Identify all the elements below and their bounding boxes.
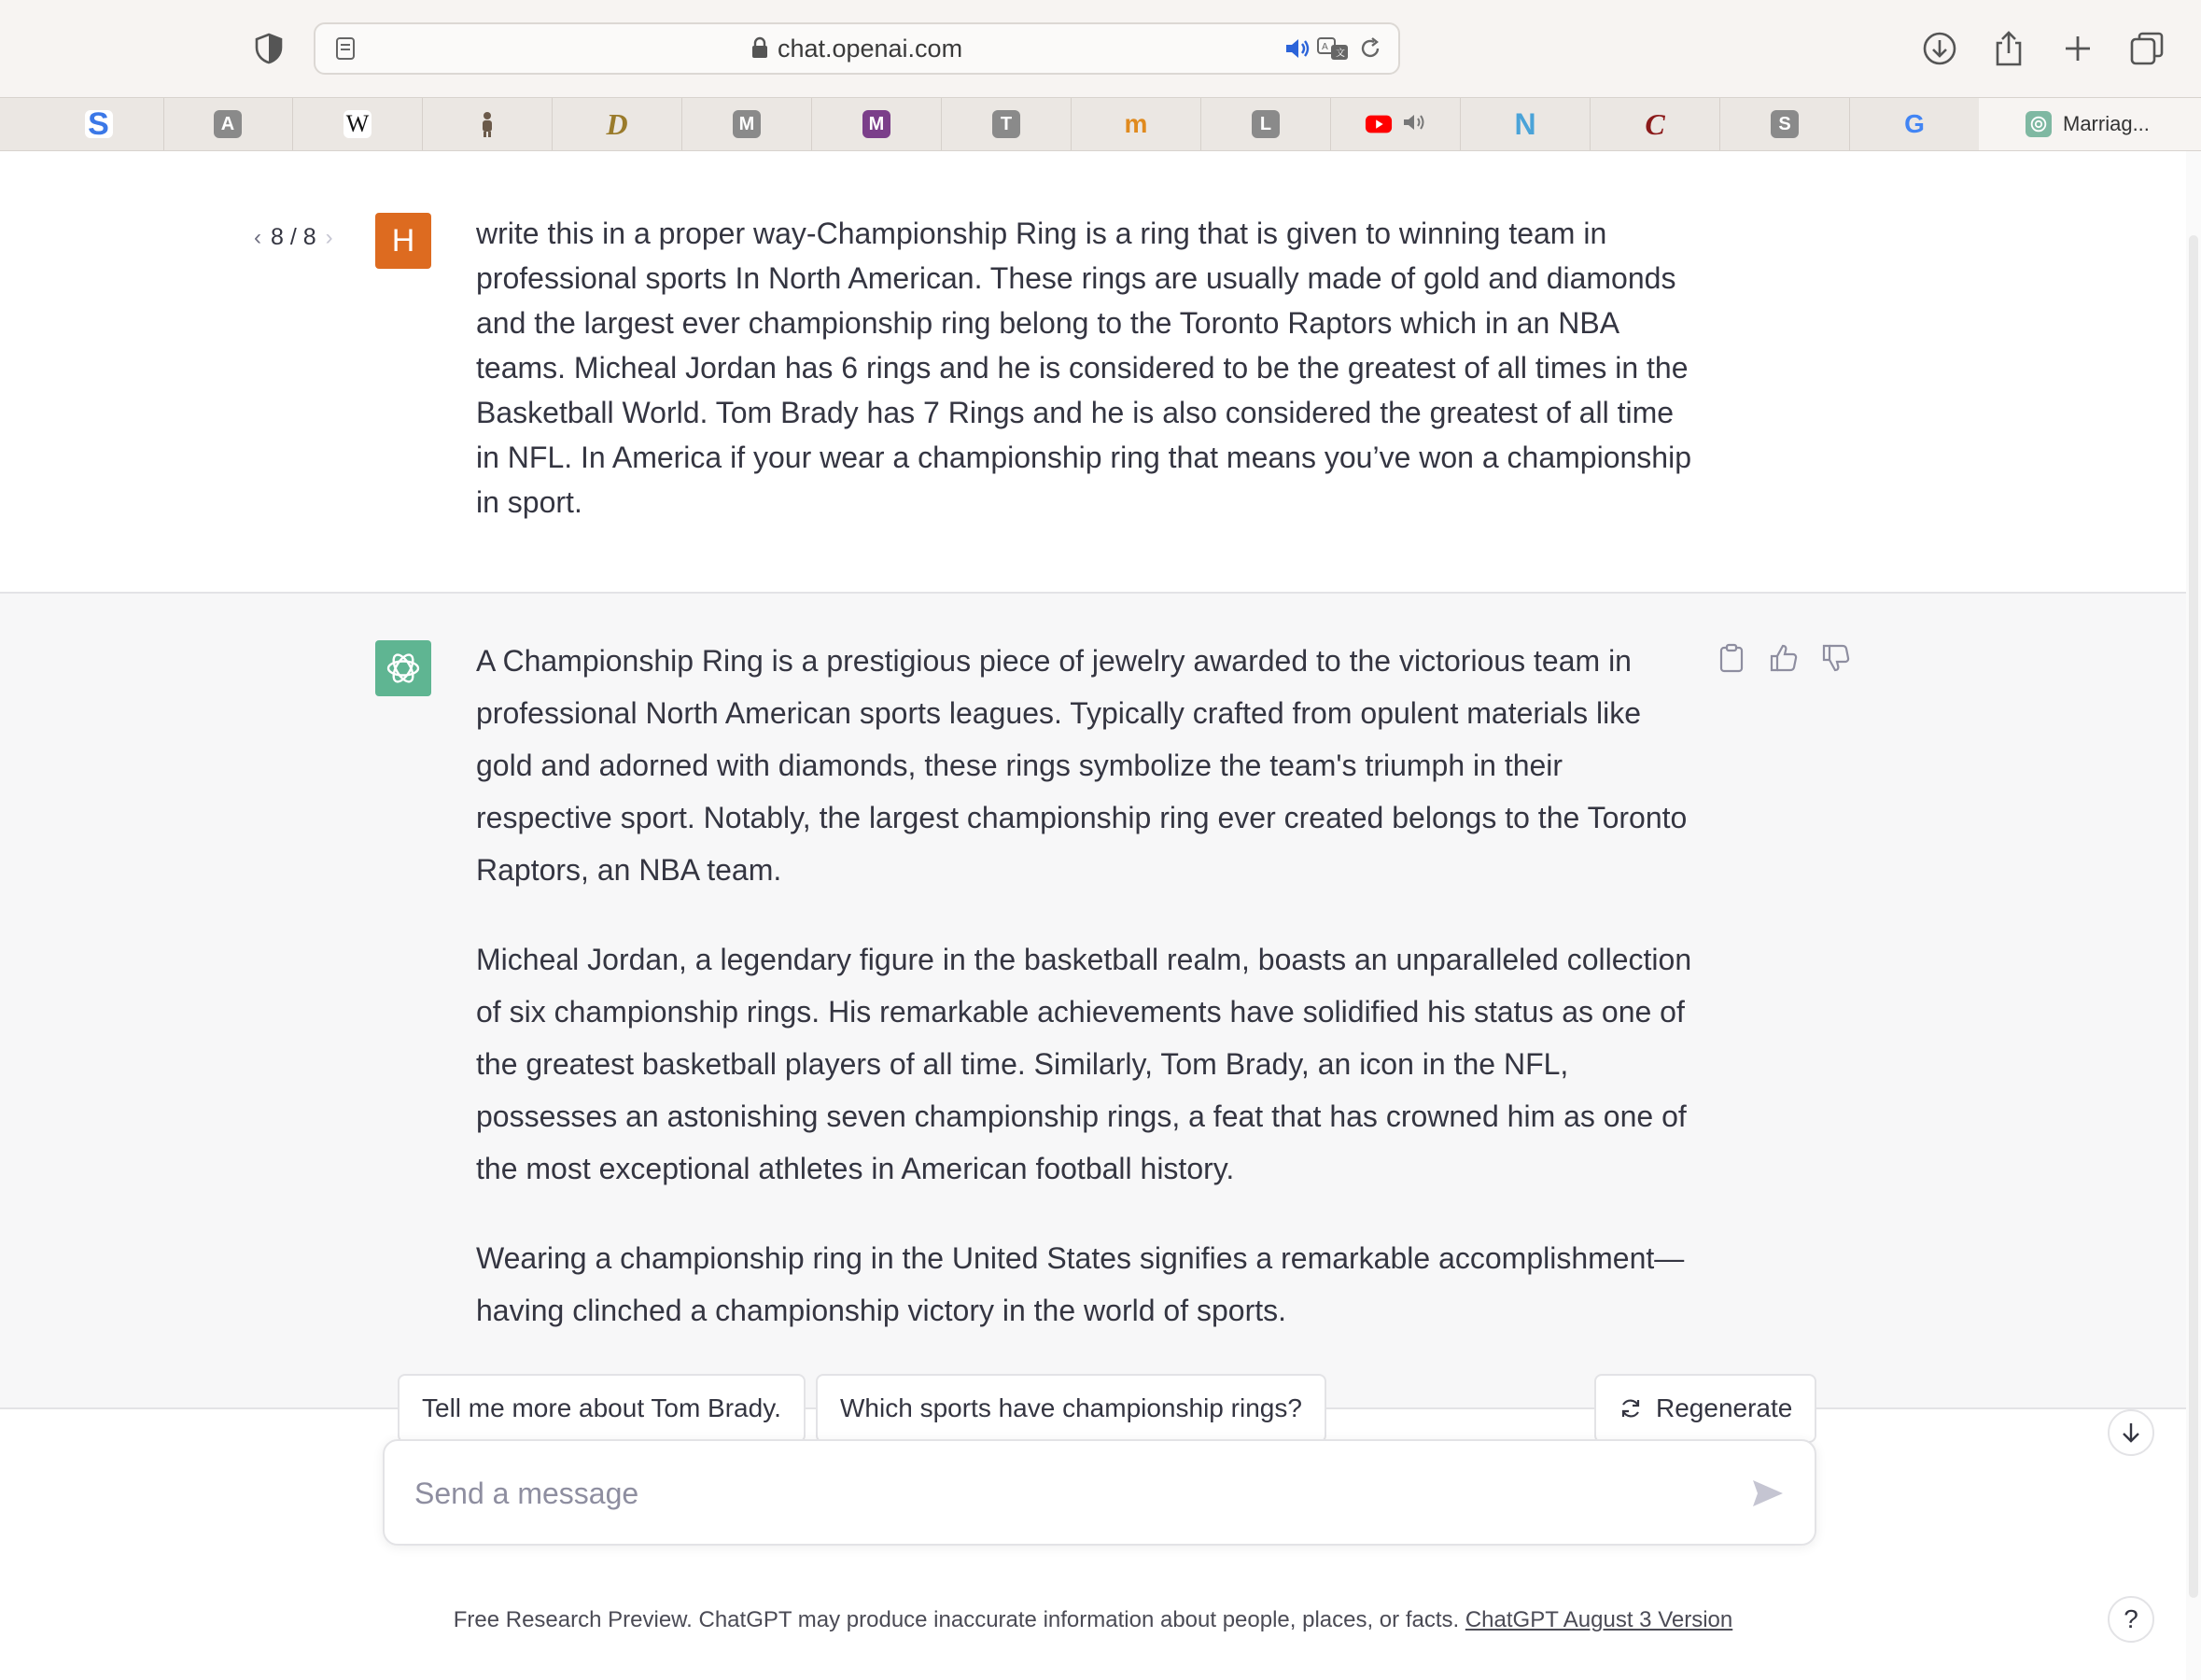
tab-t-favicon-icon: T bbox=[992, 110, 1020, 138]
share-icon[interactable] bbox=[1984, 24, 2033, 73]
svg-text:文: 文 bbox=[1336, 49, 1345, 59]
suggestion-button-1[interactable]: Tell me more about Tom Brady. bbox=[398, 1374, 806, 1443]
assistant-message-row bbox=[0, 594, 2186, 1409]
tab-youtube[interactable] bbox=[1331, 98, 1461, 150]
user-message-text: write this in a proper way-Championship Ring is a ring that is given to winning team in professional sports In North American. These rings are usually made of gold and diamonds and the largest ever championship ring belong to the Toronto Raptors which in an NBA teams. Micheal Jordan has 6 rings and he is considered to be the greatest of all times in the Basketball World. Tom Brady has 7 Rings and he is also considered the greatest of all time in NFL. In America if your wear a championship ring that means you’ve won a championship in sport. bbox=[476, 217, 1691, 519]
translate-icon[interactable] bbox=[1316, 32, 1350, 65]
version-link[interactable]: ChatGPT August 3 Version bbox=[1465, 1607, 1733, 1632]
tab-m-purple-favicon-icon: M bbox=[862, 110, 890, 138]
downloads-icon[interactable] bbox=[1915, 24, 1964, 73]
speaker-icon[interactable] bbox=[1281, 32, 1314, 65]
tab-c[interactable] bbox=[1591, 98, 1720, 150]
assistant-paragraph: Micheal Jordan, a legendary figure in the basketball realm, boasts an unparalleled collection of six championship rings. His remarkable achievements have solidified his status as one of the greatest basketball players of all time. Similarly, Tom Brady, an icon in the NFL, possesses an astonishing seven championship rings, a feat that has crowned him as one of the most exceptional athletes in American football history. bbox=[476, 943, 1692, 1185]
scroll-to-bottom-button[interactable] bbox=[2108, 1409, 2154, 1456]
assistant-paragraph: Wearing a championship ring in the United States signifies a remarkable accomplishment—having clinched a championship victory in the world of sports. bbox=[476, 1241, 1685, 1327]
tab-a[interactable] bbox=[163, 98, 293, 150]
assistant-paragraph: A Championship Ring is a prestigious piece of jewelry awarded to the victorious team in professional North American sports leagues. Typically crafted from opulent materials like gold and adorned with diamonds, these rings symbolize the team's triumph in their respective sport. Notably, the largest championship ring ever created belongs to the Toronto Raptors, an NBA team. bbox=[476, 644, 1688, 887]
user-avatar: H bbox=[375, 213, 431, 269]
tab-figure[interactable] bbox=[423, 98, 553, 150]
tab-audio-icon[interactable] bbox=[1402, 112, 1426, 137]
footer-disclaimer bbox=[0, 1607, 2186, 1633]
chatgpt-favicon-icon bbox=[2026, 111, 2052, 137]
tab-l[interactable] bbox=[1201, 98, 1331, 150]
tab-d-script[interactable] bbox=[553, 98, 682, 150]
chevron-right-icon[interactable]: › bbox=[325, 224, 333, 250]
message-input[interactable] bbox=[413, 1462, 1723, 1525]
thumbs-up-icon[interactable] bbox=[1768, 642, 1800, 674]
url-text: chat.openai.com bbox=[777, 35, 963, 63]
tab-chatgpt-active[interactable] bbox=[1979, 98, 2201, 150]
suggestion-button-2[interactable]: Which sports have championship rings? bbox=[816, 1374, 1326, 1443]
chevron-left-icon[interactable]: ‹ bbox=[254, 224, 261, 250]
reload-icon[interactable] bbox=[1353, 32, 1387, 65]
tab-d-script-favicon-icon: D bbox=[603, 110, 631, 138]
url-display[interactable] bbox=[315, 24, 1398, 73]
active-tab-title: Marriag... bbox=[2063, 112, 2150, 135]
tab-n[interactable] bbox=[1461, 98, 1591, 150]
scrollbar-thumb[interactable] bbox=[2189, 235, 2198, 1598]
chat-page bbox=[0, 151, 2186, 1680]
message-composer bbox=[383, 1439, 1816, 1546]
tab-google-favicon-icon: G bbox=[1900, 110, 1928, 138]
tab-s-grey[interactable] bbox=[1720, 98, 1850, 150]
message-pager bbox=[254, 224, 333, 251]
thumbs-down-icon[interactable] bbox=[1820, 642, 1852, 674]
tab-s-blue-favicon-icon: S bbox=[85, 110, 113, 138]
tab-a-favicon-icon: A bbox=[214, 110, 242, 138]
tab-m-grey-favicon-icon: M bbox=[733, 110, 761, 138]
tab-bar bbox=[0, 97, 2201, 151]
user-message-row bbox=[0, 151, 2186, 594]
openai-logo-icon bbox=[383, 648, 424, 689]
regenerate-button[interactable] bbox=[1594, 1374, 1816, 1443]
tab-google[interactable] bbox=[1850, 98, 1980, 150]
arrow-down-icon bbox=[2120, 1421, 2142, 1445]
tab-s-blue[interactable] bbox=[34, 98, 164, 150]
assistant-message-text bbox=[476, 635, 1704, 1374]
tab-youtube-favicon-icon bbox=[1365, 110, 1393, 138]
privacy-shield-icon[interactable] bbox=[245, 24, 293, 73]
assistant-avatar bbox=[375, 640, 431, 696]
footer-text: Free Research Preview. ChatGPT may produce inaccurate information about people, places, or facts. bbox=[453, 1607, 1465, 1632]
tab-m-grey[interactable] bbox=[682, 98, 812, 150]
tab-n-favicon-icon: N bbox=[1511, 110, 1539, 138]
tab-moodle[interactable] bbox=[1072, 98, 1201, 150]
page-scrollbar[interactable] bbox=[2186, 151, 2201, 1680]
copy-clipboard-icon[interactable] bbox=[1716, 642, 1747, 674]
regenerate-label: Regenerate bbox=[1656, 1393, 1793, 1422]
tab-moodle-favicon-icon: m bbox=[1122, 110, 1150, 138]
send-icon[interactable] bbox=[1749, 1475, 1787, 1512]
tab-m-purple[interactable] bbox=[812, 98, 942, 150]
tab-l-favicon-icon: L bbox=[1252, 110, 1280, 138]
help-button[interactable]: ? bbox=[2108, 1596, 2154, 1643]
address-bar[interactable] bbox=[314, 22, 1400, 75]
tab-wikipedia-favicon-icon: W bbox=[343, 110, 372, 138]
browser-toolbar bbox=[0, 0, 2201, 97]
new-tab-icon[interactable] bbox=[2054, 24, 2102, 73]
tab-c-favicon-icon: C bbox=[1641, 110, 1669, 138]
tab-wikipedia[interactable] bbox=[293, 98, 423, 150]
tab-overview-icon[interactable] bbox=[2123, 24, 2171, 73]
message-actions bbox=[1716, 642, 1852, 674]
tab-s-grey-favicon-icon: S bbox=[1771, 110, 1799, 138]
pager-count: 8 / 8 bbox=[271, 224, 316, 250]
composer-area bbox=[0, 1393, 2186, 1680]
tab-t[interactable] bbox=[942, 98, 1072, 150]
lock-icon bbox=[751, 26, 768, 75]
tab-figure-favicon-icon bbox=[473, 110, 501, 138]
svg-text:A: A bbox=[1322, 42, 1328, 52]
regenerate-icon bbox=[1619, 1396, 1643, 1421]
